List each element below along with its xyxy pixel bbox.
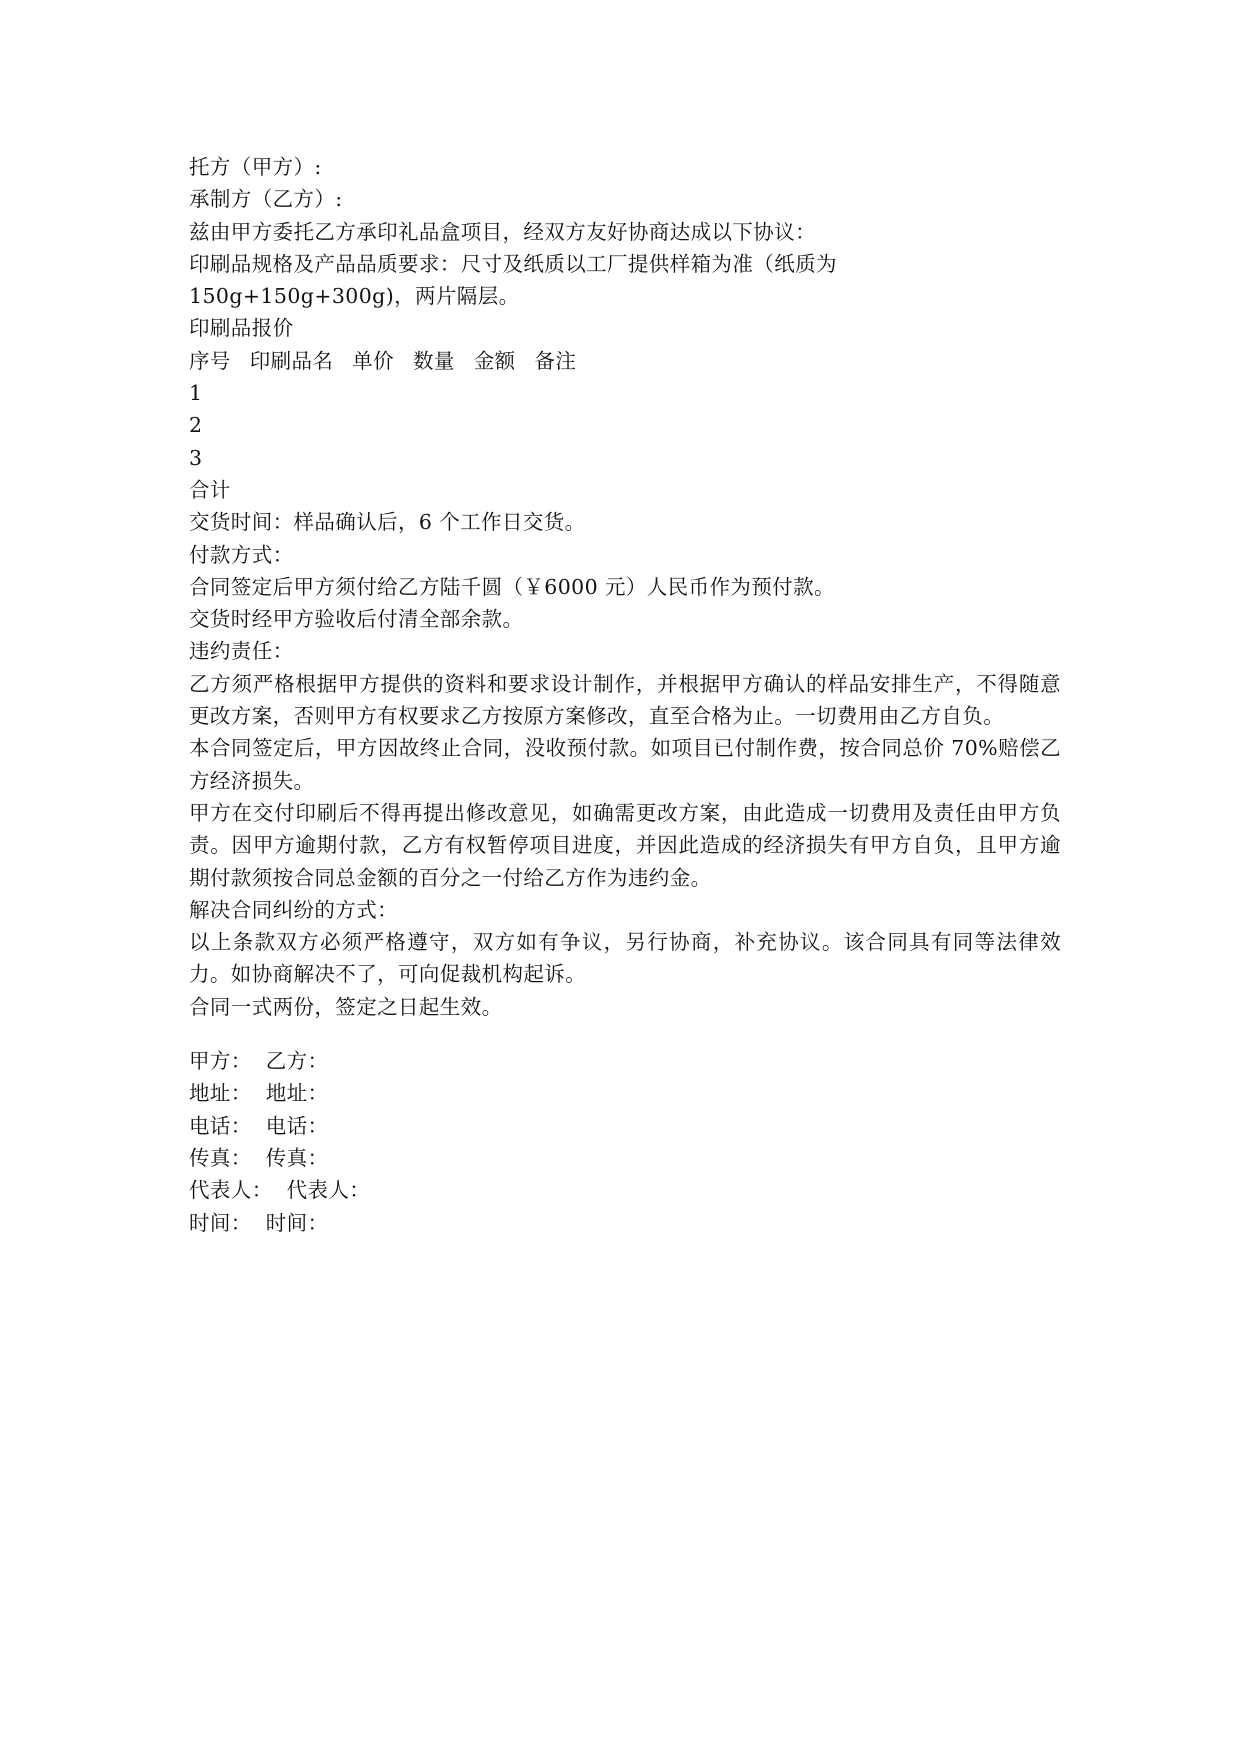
header-remarks: 备注	[534, 348, 577, 373]
signature-party-line	[189, 1045, 1061, 1077]
party-b-date-label: 时间：	[265, 1210, 329, 1235]
table-row: 2	[189, 413, 203, 438]
contract-body	[189, 151, 1061, 1239]
payment-title: 付款方式：	[189, 542, 294, 567]
signature-fax-line	[189, 1142, 1061, 1174]
intro-text: 兹由甲方委托乙方承印礼品盒项目，经双方友好协商达成以下协议：	[189, 219, 816, 244]
party-a-representative-label: 代表人：	[189, 1178, 273, 1203]
signature-gap	[189, 1023, 1061, 1045]
contractor-label: 承制方（乙方）:	[189, 187, 343, 212]
breach-clause-1: 乙方须严格根据甲方提供的资料和要求设计制作，并根据甲方确认的样品安排生产，不得随意更改方案，否则甲方有权要求乙方按原方案修改，直至合格为止。一切费用由乙方自负。	[189, 671, 1061, 729]
table-row: 3	[189, 445, 203, 470]
payment-clause-2: 交货时经甲方验收后付清全部余款。	[189, 607, 524, 632]
signature-address-line	[189, 1077, 1061, 1109]
quote-title: 印刷品报价	[189, 316, 294, 341]
party-a-label: 甲方：	[189, 1049, 252, 1074]
party-a-phone-label: 电话：	[189, 1113, 252, 1138]
header-item-name: 印刷品名	[249, 348, 334, 373]
table-row: 1	[189, 381, 203, 406]
signature-phone-line	[189, 1110, 1061, 1142]
breach-clause-3: 甲方在交付印刷后不得再提出修改意见，如确需更改方案，由此造成一切费用及责任由甲方负责。因甲方逾期付款，乙方有权暂停项目进度，并因此造成的经济损失有甲方自负，且甲方逾期付款须按合同总金额的百分之一付给乙方作为违约金。	[189, 800, 1061, 890]
effective-clause: 合同一式两份，签定之日起生效。	[189, 994, 503, 1019]
header-index: 序号	[189, 348, 231, 373]
spec-line-2: 150g+150g+300g)，两片隔层。	[189, 284, 520, 309]
party-a-address-label: 地址：	[189, 1081, 252, 1106]
spec-line-1: 印刷品规格及产品品质要求：尺寸及纸质以工厂提供样箱为准（纸质为	[189, 251, 837, 276]
client-label: 托方（甲方）:	[189, 155, 322, 179]
signature-date-line	[189, 1207, 1061, 1239]
dispute-title: 解决合同纠纷的方式：	[189, 897, 398, 922]
payment-clause-1: 合同签定后甲方须付给乙方陆千圆（￥6000 元）人民币作为预付款。	[189, 574, 835, 599]
party-b-phone-label: 电话：	[265, 1113, 329, 1138]
total-label: 合计	[189, 477, 231, 502]
signature-block	[189, 1045, 1061, 1239]
quote-table-header	[189, 345, 1061, 377]
party-a-fax-label: 传真：	[189, 1145, 252, 1170]
header-amount: 金额	[473, 348, 516, 373]
delivery-terms: 交货时间：样品确认后，6 个工作日交货。	[189, 510, 586, 535]
party-b-representative-label: 代表人：	[286, 1178, 371, 1203]
header-unit-price: 单价	[352, 348, 395, 373]
signature-representative-line	[189, 1174, 1061, 1206]
dispute-clause: 以上条款双方必须严格遵守，双方如有争议，另行协商，补充协议。该合同具有同等法律效力。如协商解决不了，可向促裁机构起诉。	[189, 930, 1061, 987]
party-b-address-label: 地址：	[265, 1081, 329, 1106]
party-a-date-label: 时间：	[189, 1210, 252, 1235]
header-quantity: 数量	[413, 348, 455, 373]
party-b-fax-label: 传真：	[265, 1145, 329, 1170]
party-b-label: 乙方：	[265, 1049, 329, 1074]
breach-title: 违约责任：	[189, 639, 294, 664]
breach-clause-2: 本合同签定后，甲方因故终止合同，没收预付款。如项目已付制作费，按合同总价 70%赔偿乙方经济损失。	[189, 736, 1061, 793]
